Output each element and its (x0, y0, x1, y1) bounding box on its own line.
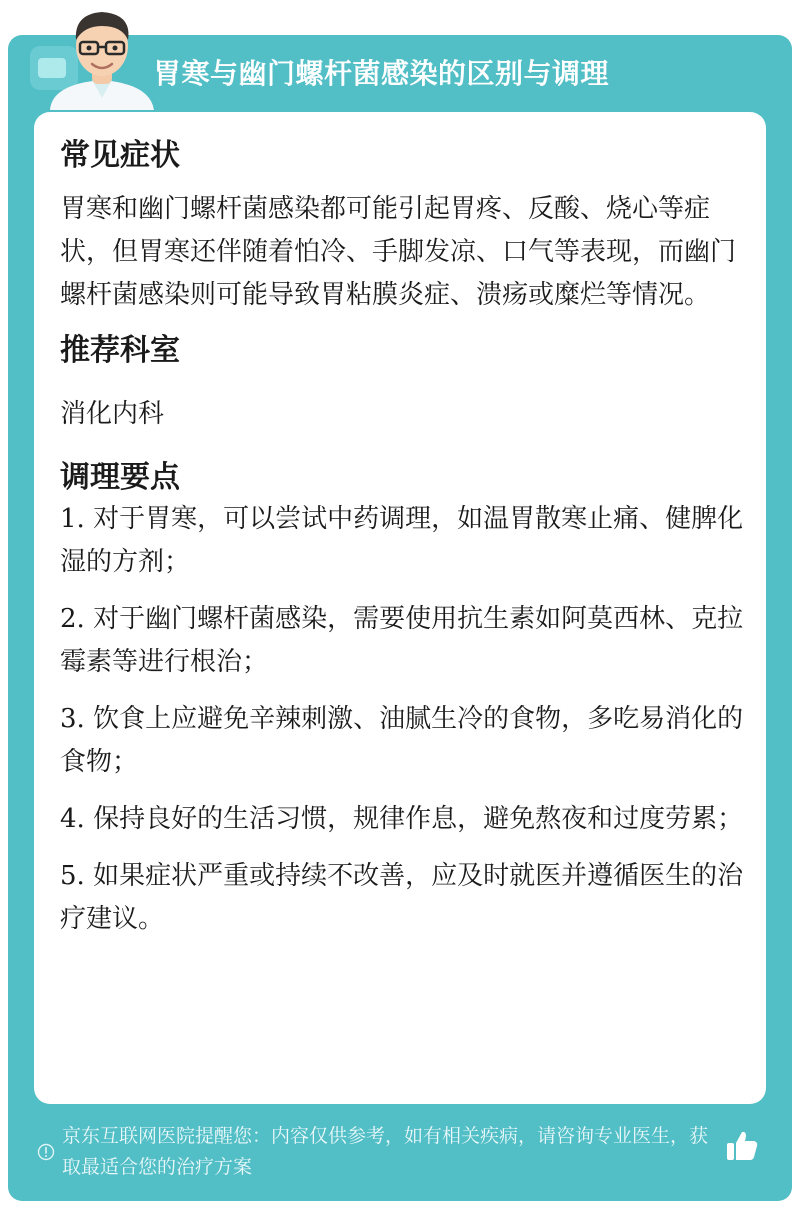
section-symptoms (60, 136, 746, 317)
content-body (60, 136, 746, 941)
care-item-text: 饮食上应避免辛辣刺激、油腻生冷的食物，多吃易消化的食物； (60, 704, 744, 777)
thumbs-up-icon[interactable] (724, 1128, 760, 1164)
symptoms-heading: 常见症状 (60, 138, 180, 173)
care-item-number: 5. (60, 861, 85, 891)
care-item-text: 保持良好的生活习惯，规律作息，避免熬夜和过度劳累； (93, 804, 744, 834)
section-care (60, 458, 746, 941)
care-item-text: 对于胃寒，可以尝试中药调理，如温胃散寒止痛、健脾化湿的方剂； (60, 504, 744, 577)
care-item (60, 598, 746, 684)
section-department (60, 331, 746, 436)
page-title: 胃寒与幽门螺杆菌感染的区别与调理 (153, 57, 610, 90)
doctor-avatar-icon (30, 6, 160, 110)
care-item-number: 1. (60, 504, 85, 534)
department-heading: 推荐科室 (60, 333, 180, 368)
symptoms-text: 胃寒和幽门螺杆菌感染都可能引起胃疼、反酸、烧心等症状，但胃寒还伴随着怕冷、手脚发凉、口气等表现，而幽门螺杆菌感染则可能导致胃粘膜炎症、溃疡或糜烂等情况。 (60, 194, 737, 310)
care-item-text: 如果症状严重或持续不改善，应及时就医并遵循医生的治疗建议。 (60, 861, 744, 934)
care-item-number: 4. (60, 804, 85, 834)
care-item-number: 2. (60, 604, 85, 634)
care-heading: 调理要点 (60, 460, 180, 495)
care-item (60, 855, 746, 941)
content-card (34, 112, 766, 1104)
department-text: 消化内科 (60, 399, 165, 429)
care-item-text: 对于幽门螺杆菌感染，需要使用抗生素如阿莫西林、克拉霉素等进行根治； (60, 604, 744, 677)
care-item (60, 798, 746, 841)
disclaimer-text: 京东互联网医院提醒您：内容仅供参考，如有相关疾病，请咨询专业医生，获取最适合您的治疗方案 (62, 1125, 709, 1178)
care-item-number: 3. (60, 704, 85, 734)
care-item (60, 698, 746, 784)
care-item (60, 498, 746, 584)
